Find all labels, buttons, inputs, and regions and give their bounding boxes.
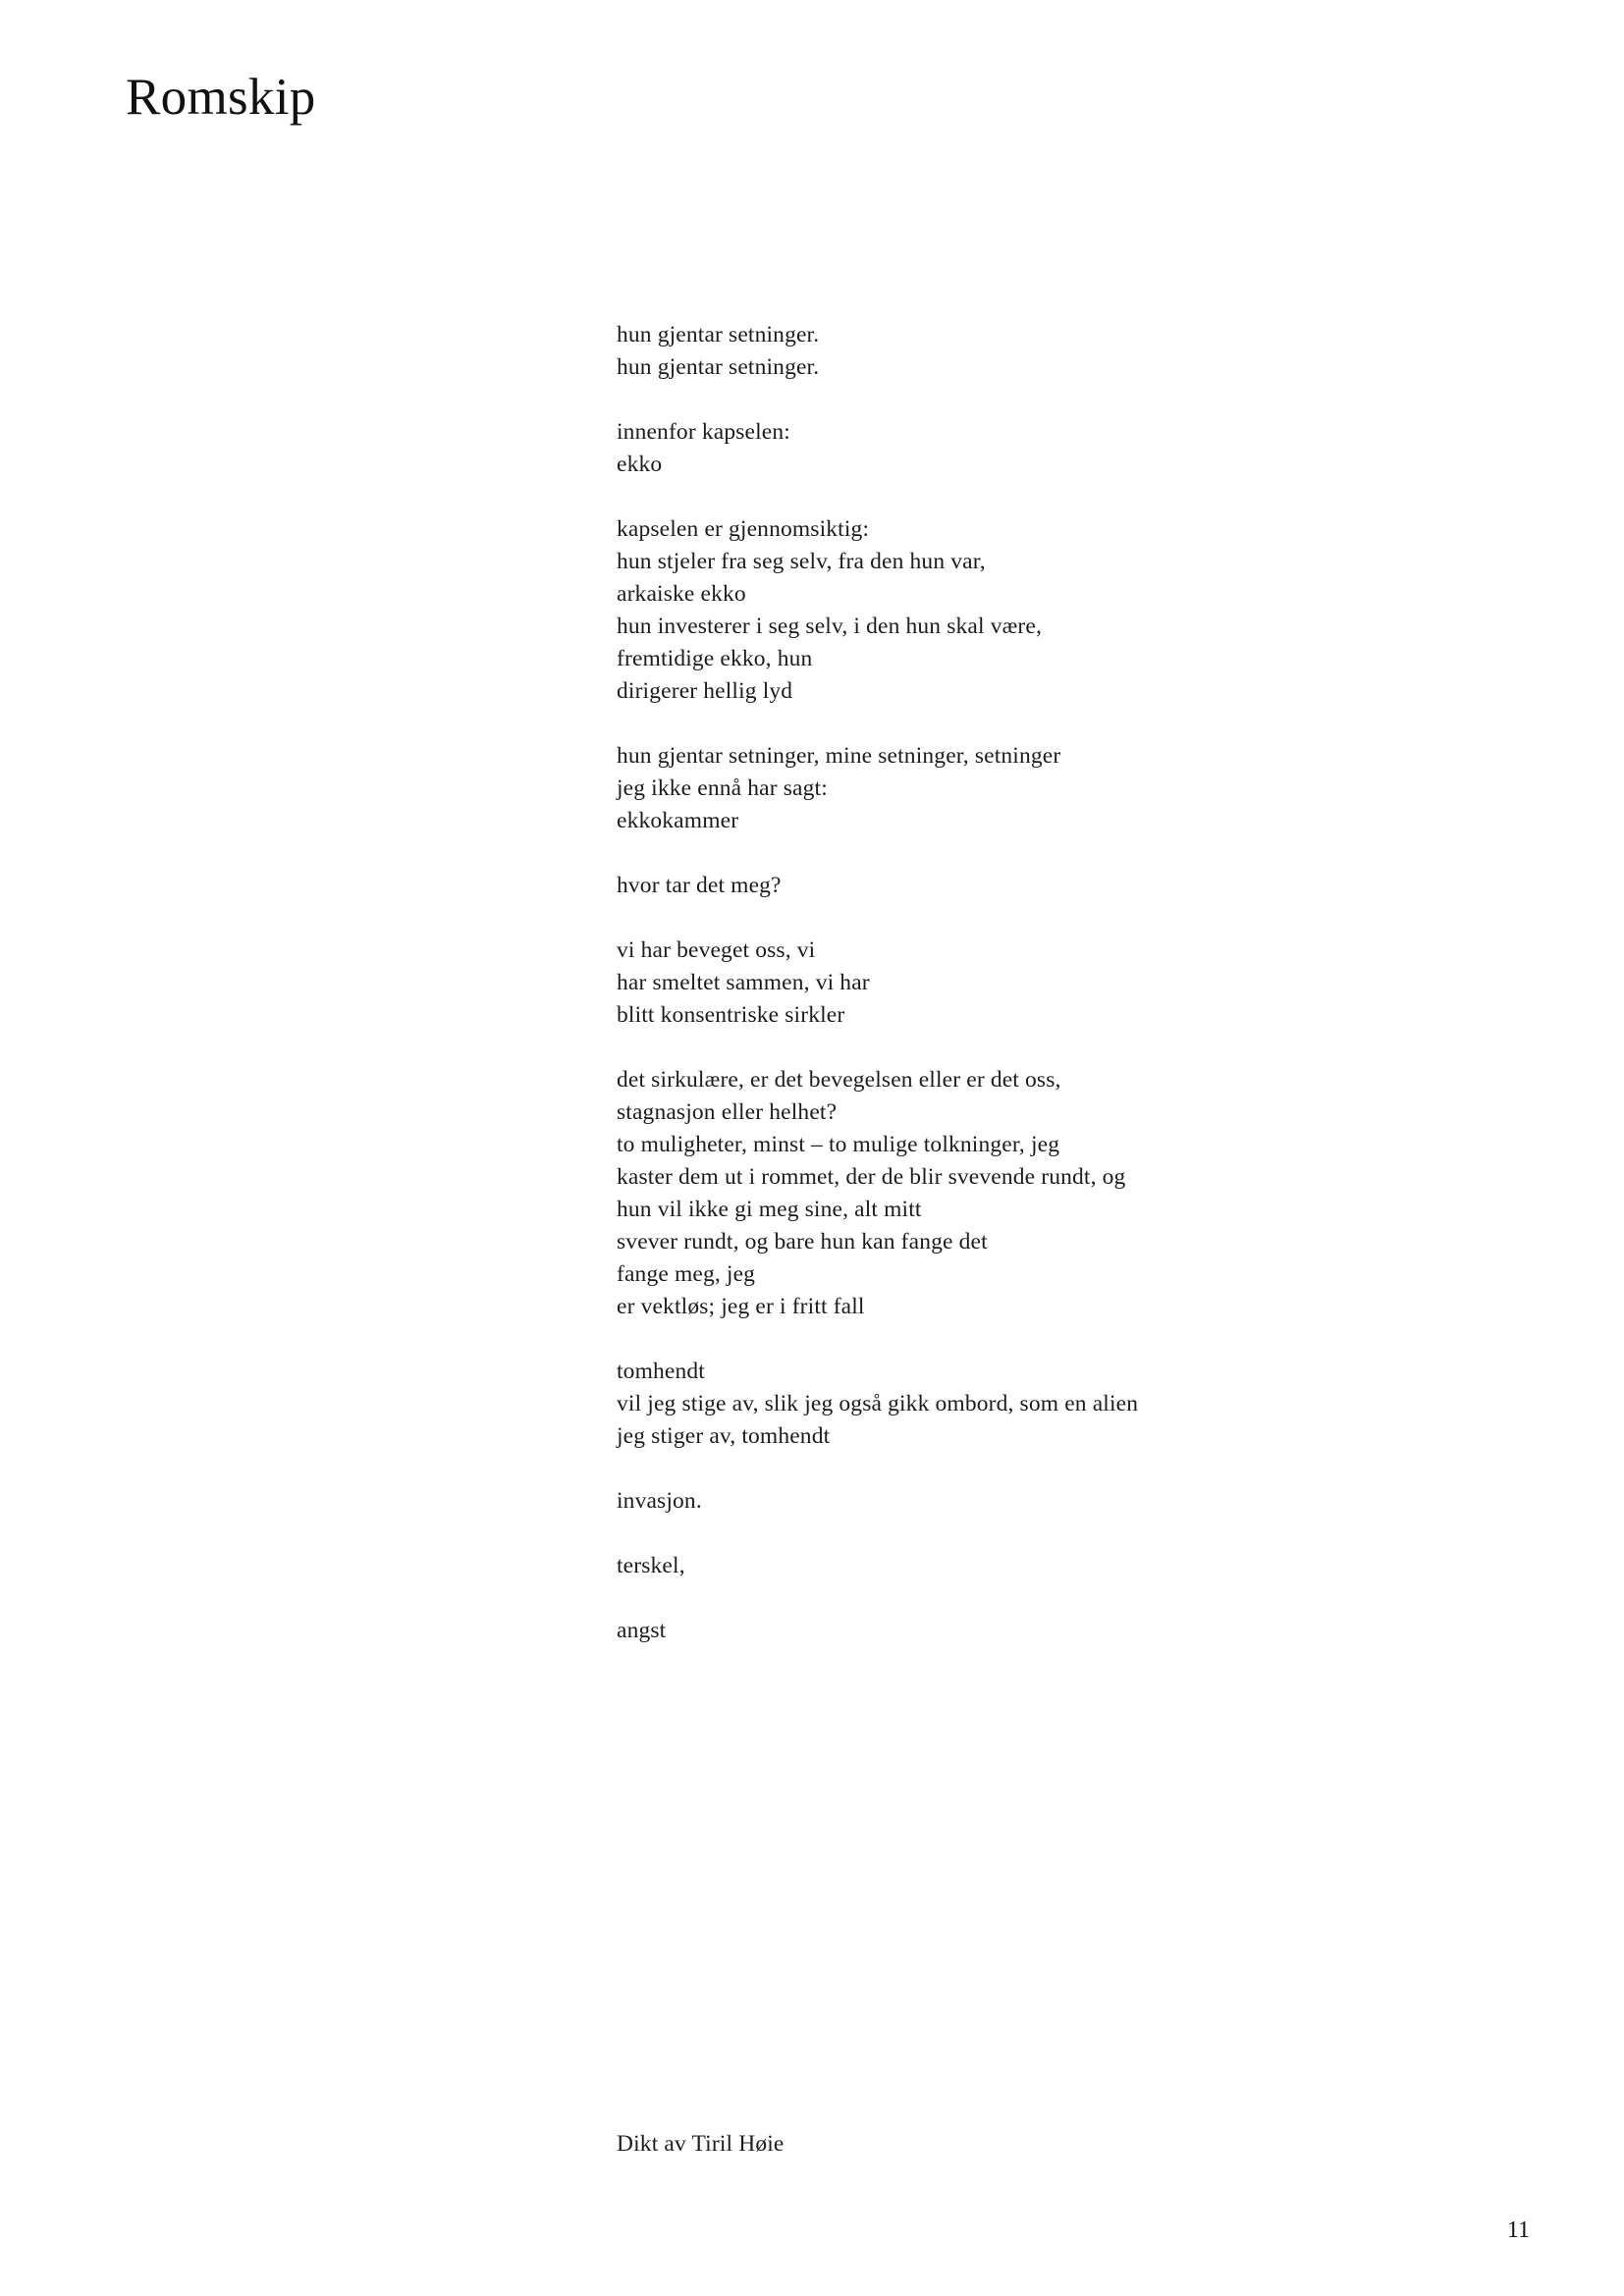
poem-line: hvor tar det meg? (617, 873, 782, 898)
poem-stanza (617, 1550, 1402, 1582)
poem-stanza (617, 870, 1402, 902)
poem-stanza (617, 416, 1402, 481)
poem-line: vi har beveget oss, vi (617, 937, 816, 963)
page-number: 11 (1506, 2217, 1530, 2243)
poem-line: invasjon. (617, 1488, 702, 1514)
poem-line: kaster dem ut i rommet, der de blir svevende rundt, og (617, 1164, 1126, 1190)
poem-credit: Dikt av Tiril Høie (617, 2131, 785, 2157)
poem-line: hun gjentar setninger. (617, 322, 820, 347)
poem-stanza (617, 1356, 1402, 1453)
poem-stanza (617, 1064, 1402, 1323)
poem-line: arkaiske ekko (617, 581, 746, 607)
poem-line: hun stjeler fra seg selv, fra den hun var, (617, 549, 986, 574)
poem-line: ekkokammer (617, 808, 739, 833)
poem-line: har smeltet sammen, vi har (617, 970, 870, 995)
poem-line: to muligheter, minst – to mulige tolkninger, jeg (617, 1132, 1060, 1157)
poem-line: fange meg, jeg (617, 1261, 756, 1287)
poem-stanza (617, 740, 1402, 837)
poem-line: det sirkulære, er det bevegelsen eller er det oss, (617, 1067, 1061, 1093)
poem-line: er vektløs; jeg er i fritt fall (617, 1294, 865, 1319)
poem-line: blitt konsentriske sirkler (617, 1002, 845, 1028)
poem-line: angst (617, 1618, 667, 1643)
poem-line: dirigerer hellig lyd (617, 678, 793, 704)
poem-line: hun gjentar setninger. (617, 354, 820, 380)
poem-line: jeg ikke ennå har sagt: (617, 775, 828, 801)
poem-line: fremtidige ekko, hun (617, 646, 813, 671)
poem-line: hun gjentar setninger, mine setninger, setninger (617, 743, 1061, 769)
poem-line: ekko (617, 452, 663, 477)
poem-stanza (617, 934, 1402, 1032)
poem-stanza (617, 319, 1402, 384)
poem-line: terskel, (617, 1553, 685, 1578)
poem-line: kapselen er gjennomsiktig: (617, 516, 870, 542)
poem-stanza (617, 513, 1402, 708)
poem-line: svever rundt, og bare hun kan fange det (617, 1229, 988, 1255)
poem-line: hun investerer i seg selv, i den hun skal være, (617, 614, 1042, 639)
poem-stanza (617, 1485, 1402, 1518)
poem-line: hun vil ikke gi meg sine, alt mitt (617, 1197, 922, 1222)
poem-line: stagnasjon eller helhet? (617, 1099, 838, 1125)
page-title: Romskip (126, 68, 316, 126)
poem-stanza (617, 1615, 1402, 1647)
poem-line: innenfor kapselen: (617, 419, 790, 445)
poem-line: jeg stiger av, tomhendt (617, 1423, 831, 1449)
poem-line: tomhendt (617, 1359, 705, 1384)
poem-body (617, 319, 1402, 1647)
poem-line: vil jeg stige av, slik jeg også gikk ombord, som en alien (617, 1391, 1139, 1416)
